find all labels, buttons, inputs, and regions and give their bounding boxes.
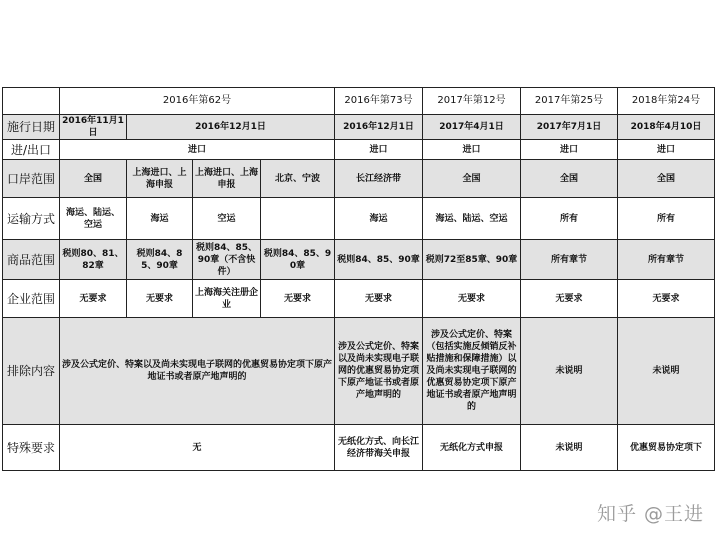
table-cell xyxy=(261,198,335,240)
table-cell: 上海进口、上海申报 xyxy=(193,160,261,198)
table-cell: 无要求 xyxy=(521,280,618,318)
row-exclusions xyxy=(3,318,715,425)
table-cell: 无要求 xyxy=(261,280,335,318)
table-cell: 全国 xyxy=(521,160,618,198)
table-cell: 无要求 xyxy=(618,280,715,318)
table-cell: 未说明 xyxy=(521,318,618,425)
row-label: 特殊要求 xyxy=(3,425,60,471)
table-cell: 上海进口、上海申报 xyxy=(127,160,193,198)
table-cell: 无要求 xyxy=(60,280,127,318)
header-2018-24: 2018年第24号 xyxy=(618,88,715,115)
table-cell: 税则84、85、90章 xyxy=(335,240,423,280)
row-label: 企业范围 xyxy=(3,280,60,318)
table-cell: 税则80、81、82章 xyxy=(60,240,127,280)
table-cell: 优惠贸易协定项下 xyxy=(618,425,715,471)
table-cell: 未说明 xyxy=(521,425,618,471)
table-cell: 进口 xyxy=(423,140,521,160)
table-cell: 无要求 xyxy=(127,280,193,318)
table-cell: 海运 xyxy=(335,198,423,240)
table-cell: 涉及公式定价、特案以及尚未实现电子联网的优惠贸易协定项下原产地证书或者原产地声明的 xyxy=(60,318,335,425)
row-effective-date xyxy=(3,115,715,140)
table-cell: 无要求 xyxy=(423,280,521,318)
table-cell: 涉及公式定价、特案（包括实施反倾销反补贴措施和保障措施）以及尚未实现电子联网的优惠贸易协定项下原产地证书或者原产地声明的 xyxy=(423,318,521,425)
table-cell: 无要求 xyxy=(335,280,423,318)
table-cell: 无 xyxy=(60,425,335,471)
table-cell: 税则84、85、90章（不含快件） xyxy=(193,240,261,280)
customs-policy-comparison-table xyxy=(2,87,715,471)
table-cell: 进口 xyxy=(618,140,715,160)
table-cell: 空运 xyxy=(193,198,261,240)
table-cell: 进口 xyxy=(335,140,423,160)
table-cell: 海运、陆运、空运 xyxy=(60,198,127,240)
row-special-requirements xyxy=(3,425,715,471)
table-cell: 2016年12月1日 xyxy=(335,115,423,140)
table-cell: 海运 xyxy=(127,198,193,240)
row-goods-scope xyxy=(3,240,715,280)
table-cell: 所有章节 xyxy=(521,240,618,280)
row-label: 口岸范围 xyxy=(3,160,60,198)
row-label: 商品范围 xyxy=(3,240,60,280)
table-cell: 进口 xyxy=(60,140,335,160)
table-cell: 进口 xyxy=(521,140,618,160)
row-port-scope xyxy=(3,160,715,198)
table-cell: 无纸化方式、向长江经济带海关申报 xyxy=(335,425,423,471)
row-enterprise-scope xyxy=(3,280,715,318)
table-cell: 2017年4月1日 xyxy=(423,115,521,140)
row-transport xyxy=(3,198,715,240)
table-cell: 2016年12月1日 xyxy=(127,115,335,140)
table-cell: 全国 xyxy=(60,160,127,198)
row-direction xyxy=(3,140,715,160)
header-2016-62: 2016年第62号 xyxy=(60,88,335,115)
table-cell: 全国 xyxy=(618,160,715,198)
table-cell: 无纸化方式申报 xyxy=(423,425,521,471)
row-label: 施行日期 xyxy=(3,115,60,140)
table-cell: 涉及公式定价、特案以及尚未实现电子联网的优惠贸易协定项下原产地证书或者原产地声明的 xyxy=(335,318,423,425)
table-cell: 全国 xyxy=(423,160,521,198)
table-cell: 税则84、85、90章 xyxy=(261,240,335,280)
table-cell: 长江经济带 xyxy=(335,160,423,198)
header-2017-25: 2017年第25号 xyxy=(521,88,618,115)
table-cell: 2018年4月10日 xyxy=(618,115,715,140)
table-cell: 北京、宁波 xyxy=(261,160,335,198)
row-label: 进/出口 xyxy=(3,140,60,160)
table-cell: 税则72至85章、90章 xyxy=(423,240,521,280)
table-cell: 2016年11月1日 xyxy=(60,115,127,140)
header-2016-73: 2016年第73号 xyxy=(335,88,423,115)
table-cell: 所有 xyxy=(521,198,618,240)
row-label: 排除内容 xyxy=(3,318,60,425)
table-cell: 上海海关注册企业 xyxy=(193,280,261,318)
header-corner-cell xyxy=(3,88,60,115)
header-2017-12: 2017年第12号 xyxy=(423,88,521,115)
table-cell: 所有 xyxy=(618,198,715,240)
zhihu-watermark: 知乎 @王进 xyxy=(597,503,705,525)
table-cell: 所有章节 xyxy=(618,240,715,280)
header-row xyxy=(3,88,715,115)
table-cell: 2017年7月1日 xyxy=(521,115,618,140)
table-cell: 税则84、85、90章 xyxy=(127,240,193,280)
row-label: 运输方式 xyxy=(3,198,60,240)
table-cell: 海运、陆运、空运 xyxy=(423,198,521,240)
table-cell: 未说明 xyxy=(618,318,715,425)
